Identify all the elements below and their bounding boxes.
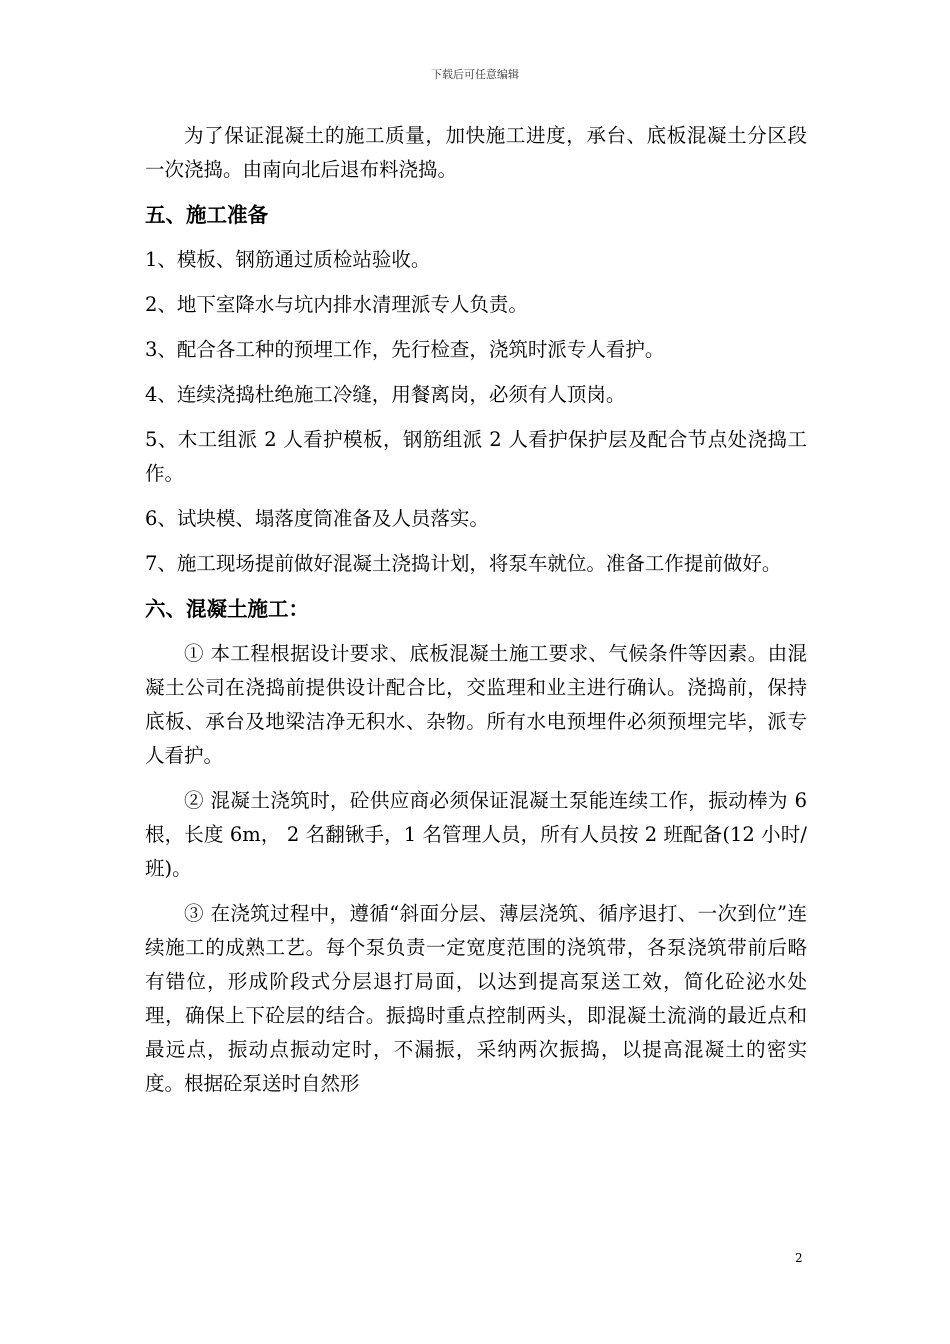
section-heading-preparation: 五、施工准备 (145, 203, 268, 227)
list-item: 1、模板、钢筋通过质检站验收。 (145, 248, 431, 271)
paragraph-item-3: ③ 在浇筑过程中，遵循“斜面分层、薄层浇筑、循序退打、一次到位”连续施工的成熟工艺。每个泵负责一定宽度范围的浇筑带，各泵浇筑带前后略有错位，形成阶段式分层退打局面，以达到提高泵送工效，简化砼泌水处理，确保上下砼层的结合。振捣时重点控制两头，即混凝土流淌的最近点和最远点，振动点振动定时，不漏振，采纳两次振捣，以提高混凝土的密实度。根据砼泵送时自然形 (145, 902, 807, 1095)
paragraph-item-1: ① 本工程根据设计要求、底板混凝土施工要求、气候条件等因素。由混凝土公司在浇捣前提供设计配合比，交监理和业主进行确认。浇捣前，保持底板、承台及地梁洁净无积水、杂物。所有水电预埋件必须预埋完毕，派专人看护。 (145, 642, 807, 767)
list-item: 4、连续浇捣杜绝施工冷缝，用餐离岗，必须有人顶岗。 (145, 383, 626, 406)
document-body (145, 119, 807, 1112)
list-item: 2、地下室降水与坑内排水清理派专人负责。 (145, 293, 528, 316)
list-item: 6、试块模、塌落度筒准备及人员落实。 (145, 507, 489, 530)
paragraph-item-2: ② 混凝土浇筑时，砼供应商必须保证混凝土泵能连续工作，振动棒为 6 根，长度 6m， 2 名翻锹手，1 名管理人员，所有人员按 2 班配备(12 小时/班)。 (145, 789, 807, 880)
section-heading-concrete: 六、混凝土施工： (145, 597, 309, 621)
paragraph-intro: 为了保证混凝土的施工质量，加快施工进度，承台、底板混凝土分区段一次浇捣。由南向北后退布料浇捣。 (145, 124, 807, 181)
list-item: 3、配合各工种的预埋工作，先行检查，浇筑时派专人看护。 (145, 338, 665, 361)
list-item: 7、施工现场提前做好混凝土浇捣计划，将泵车就位。准备工作提前做好。 (145, 552, 782, 575)
page-number: 2 (795, 1251, 803, 1265)
list-item: 5、木工组派 2 人看护模板，钢筋组派 2 人看护保护层及配合节点处浇捣工作。 (145, 428, 807, 485)
page-header: 下载后可任意编辑 (431, 68, 519, 81)
